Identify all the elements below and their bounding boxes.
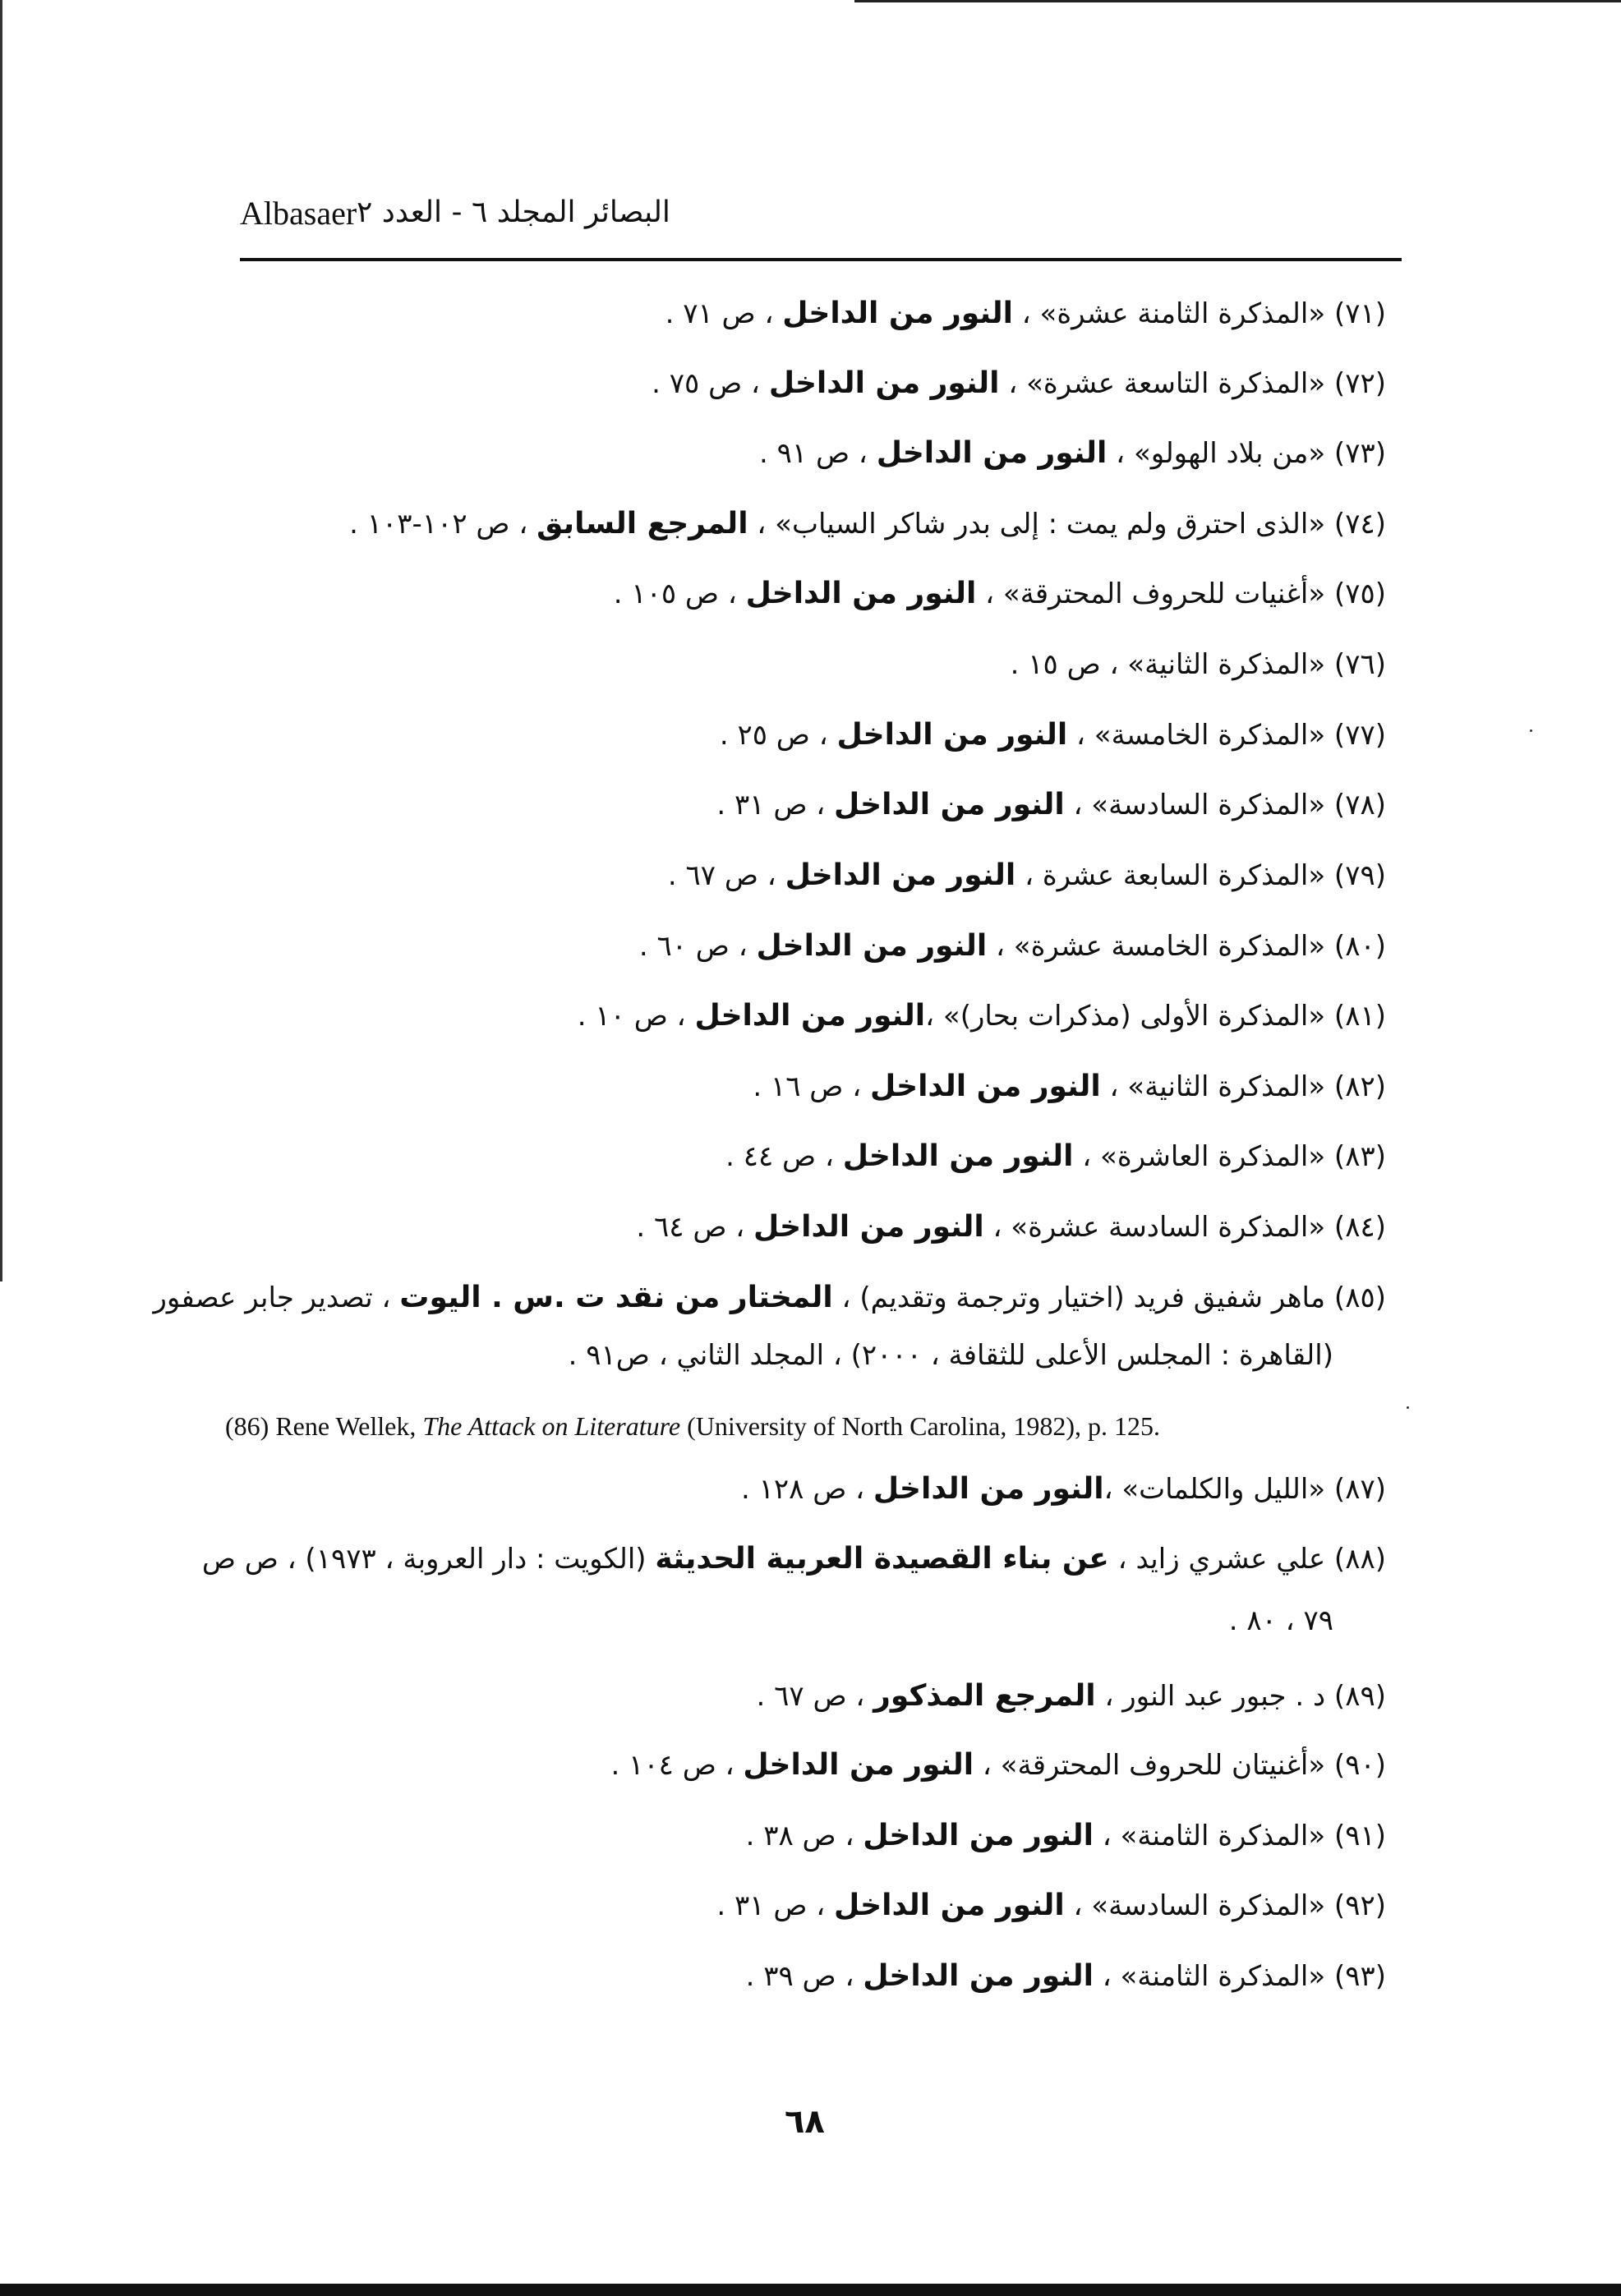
endnote-text: ، ص ٩١ .	[759, 437, 877, 470]
endnote-text: (٨٣) «المذكرة العاشرة» ،	[1073, 1140, 1386, 1173]
endnote-text: ، ص ٣٨ .	[745, 1820, 863, 1852]
endnote-source-title: النور من الداخل	[876, 436, 1108, 470]
endnote-text: (٨٢) «المذكرة الثانية» ،	[1100, 1070, 1386, 1103]
endnote-source-title: النور من الداخل	[743, 1748, 974, 1782]
endnote-77	[720, 715, 1386, 756]
endnote-74	[349, 504, 1386, 545]
endnote-text: ، ص ١٠٥ .	[613, 577, 746, 610]
endnote-text: ، ص ٦٧ .	[756, 1680, 874, 1713]
endnote-85	[153, 1277, 1386, 1318]
endnote-84	[636, 1207, 1386, 1248]
endnote-source-title: النور من الداخل	[842, 1139, 1074, 1173]
endnote-text: (٧٨) «المذكرة السادسة» ،	[1064, 789, 1386, 821]
endnote-source-title: The Attack on Literature	[422, 1411, 681, 1441]
endnote-source-title: النور من الداخل	[870, 1070, 1101, 1103]
endnote-source-title: عن بناء القصيدة العربية الحديثة	[655, 1542, 1109, 1576]
endnote-87	[741, 1469, 1386, 1510]
endnote-text: ، ص ٤٤ .	[725, 1140, 843, 1173]
endnote-text: ٧٩ ، ٨٠ .	[1228, 1604, 1333, 1637]
endnote-source-title: النور من الداخل	[785, 858, 1016, 892]
endnote-text: (٩٢) «المذكرة السادسة» ،	[1064, 1889, 1386, 1922]
endnote-source-title: النور من الداخل	[863, 1959, 1094, 1993]
endnote-text: (٨٤) «المذكرة السادسة عشرة» ،	[983, 1211, 1386, 1244]
endnote-81	[578, 996, 1386, 1037]
endnote-92	[716, 1885, 1386, 1926]
page-number: ٦٨	[785, 2103, 825, 2141]
endnote-text: ، ص ٦٠ .	[638, 930, 757, 963]
endnote-source-title: النور من الداخل	[756, 929, 988, 963]
endnote-text: ، ص ٣١ .	[716, 789, 835, 821]
endnote-source-title: المرجع السابق	[536, 507, 748, 541]
endnote-text: ، ص ١٠٢-١٠٣ .	[349, 508, 537, 541]
endnote-72	[652, 363, 1386, 404]
endnote-text: (٨٠) «المذكرة الخامسة عشرة» ،	[987, 930, 1386, 963]
scan-edge-top	[854, 0, 1621, 2]
endnote-source-title: النور من الداخل	[836, 718, 1068, 752]
endnote-88b	[1229, 1600, 1333, 1641]
endnote-source-title: النور من الداخل	[768, 366, 1000, 400]
endnote-88	[202, 1539, 1386, 1580]
endnote-text: ، ص ٣٩ .	[745, 1960, 863, 1993]
endnote-text: ، ص ١٠ .	[577, 1000, 695, 1033]
endnote-text: ، ص ٦٤ .	[636, 1211, 754, 1244]
endnote-75	[614, 573, 1386, 614]
endnote-source-title: المرجع المذكور	[873, 1679, 1096, 1713]
endnote-text: (٧٦) «المذكرة الثانية» ، ص ١٥ .	[1010, 648, 1386, 681]
endnote-91	[746, 1815, 1386, 1857]
scan-edge-left	[0, 0, 2, 1281]
endnote-text: (86) Rene Wellek,	[225, 1411, 423, 1441]
endnote-text: (٧٩) «المذكرة السابعة عشرة ،	[1015, 859, 1386, 892]
endnote-82	[753, 1066, 1386, 1107]
endnote-text: (٨٩) د . جبور عبد النور ،	[1095, 1680, 1386, 1713]
endnote-source-title: النور من الداخل	[782, 297, 1013, 330]
endnote-93	[746, 1956, 1386, 1997]
endnote-source-title: النور من الداخل	[694, 999, 926, 1033]
running-header	[240, 191, 1402, 240]
endnote-text: (University of North Carolina, 1982), p. 125.	[680, 1411, 1160, 1441]
scan-speck	[1407, 1406, 1409, 1409]
scan-speck	[1530, 729, 1532, 732]
endnote-text: ، ص ١٢٨ .	[740, 1473, 873, 1506]
endnote-text: (٧٣) «من بلاد الهولو» ،	[1107, 437, 1386, 470]
endnote-73	[759, 433, 1386, 474]
endnote-source-title: النور من الداخل	[863, 1819, 1094, 1852]
endnote-text: (القاهرة : المجلس الأعلى للثقافة ، ٢٠٠٠) ، المجلد الثاني ، ص٩١ .	[568, 1339, 1333, 1372]
endnote-86	[225, 1406, 1160, 1447]
endnote-text: (٨٨) علي عشري زايد ،	[1108, 1543, 1386, 1576]
endnote-89	[757, 1676, 1387, 1717]
endnote-text: (٧٧) «المذكرة الخامسة» ،	[1067, 719, 1386, 752]
journal-issue-arabic: البصائر المجلد ٦ - العدد ٢	[357, 196, 670, 229]
endnote-text: ، ص ٢٥ .	[719, 719, 837, 752]
endnote-83	[725, 1136, 1386, 1177]
endnote-text: ، ص ٣١ .	[716, 1889, 835, 1922]
endnote-source-title: النور من الداخل	[873, 1472, 1104, 1506]
endnote-source-title: النور من الداخل	[834, 1889, 1065, 1922]
endnote-text: (٧٥) «أغنيات للحروف المحترقة» ،	[976, 577, 1386, 610]
endnote-85b	[569, 1335, 1333, 1376]
endnote-text: ، ص ٧١ .	[665, 297, 783, 330]
endnote-source-title: النور من الداخل	[834, 788, 1065, 821]
endnote-source-title: المختار من نقد ت .س . اليوت	[399, 1281, 833, 1314]
endnote-text: ، ص ١٦ .	[753, 1070, 870, 1103]
endnote-text: (٧٢) «المذكرة التاسعة عشرة» ،	[999, 367, 1386, 400]
endnote-text: ، ص ٧٥ .	[652, 367, 769, 400]
endnote-text: (٧١) «المذكرة الثامنة عشرة» ،	[1012, 297, 1386, 330]
endnote-source-title: النور من الداخل	[745, 577, 977, 610]
endnote-text: (٩٣) «المذكرة الثامنة» ،	[1093, 1960, 1386, 1993]
endnote-71	[665, 293, 1386, 334]
endnote-source-title: النور من الداخل	[753, 1210, 984, 1244]
endnote-text: (الكويت : دار العروبة ، ١٩٧٣) ، ص ص	[201, 1543, 656, 1576]
endnote-text: (٨٧) «الليل والكلمات» ،	[1103, 1473, 1386, 1506]
endnote-text: (٧٤) «الذى احترق ولم يمت : إلى بدر شاكر السياب» ،	[748, 508, 1386, 541]
scan-edge-bottom	[0, 2284, 1621, 2296]
header-rule	[240, 258, 1402, 261]
endnote-text: (٨١) «المذكرة الأولى (مذكرات بحار)» ،	[925, 1000, 1386, 1033]
endnote-80	[639, 926, 1386, 967]
endnote-text: ، تصدير جابر عصفور	[153, 1281, 400, 1314]
endnote-text: (٩٠) «أغنيتان للحروف المحترقة» ،	[974, 1749, 1386, 1782]
endnote-90	[610, 1745, 1386, 1786]
journal-name-latin: Albasaer	[240, 195, 357, 232]
endnote-79	[668, 855, 1386, 896]
endnote-78	[716, 785, 1386, 826]
endnote-text: ، ص ١٠٤ .	[610, 1749, 744, 1782]
endnote-76	[1011, 644, 1386, 685]
endnote-text: (٨٥) ماهر شفيق فريد (اختيار وترجمة وتقديم) ،	[832, 1281, 1386, 1314]
endnote-text: (٩١) «المذكرة الثامنة» ،	[1093, 1820, 1386, 1852]
endnote-text: ، ص ٦٧ .	[667, 859, 785, 892]
